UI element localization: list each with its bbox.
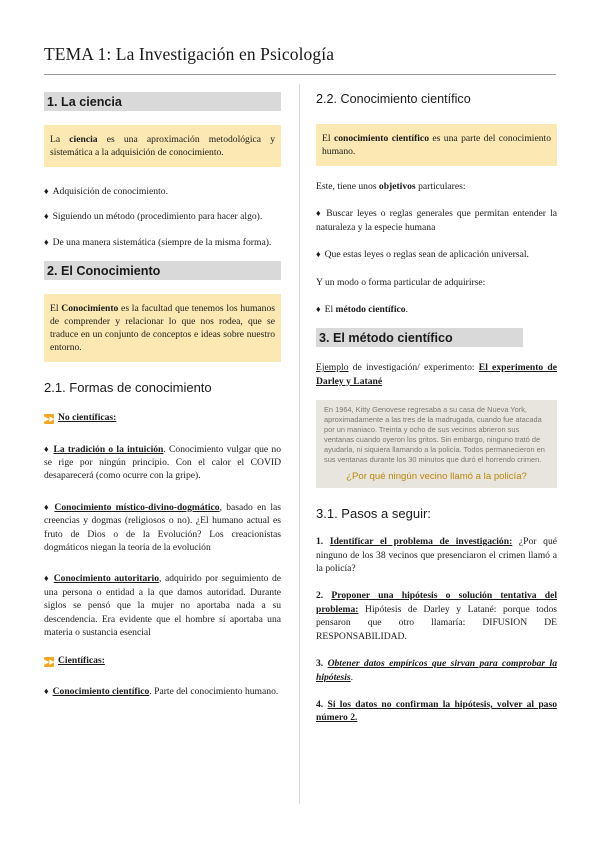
step-text: Hipótesis de Darley y Latané: porque todos pensaron que otro llamaría: DIFUSION DE RESPONSABILIDAD. (316, 603, 557, 642)
step-number: 1. (316, 536, 330, 548)
callout-term: Conocimiento (61, 303, 119, 315)
description: , adquirido por seguimiento de una persona o entidad a la que damos autoridad. Durante siglos se pensó que la mujer no aportaba nada a su descendencia. Era evidente que el hombre sí aportaba una materia o sustancia esencial (44, 573, 282, 639)
step-item (316, 535, 557, 575)
metodo-item (316, 303, 557, 316)
step-title: Si los datos no confirman la hipótesis, volver al paso número 2. (316, 698, 557, 724)
callout-text: es una aproximación metodológica y sistemática a la adquisición de conocimiento. (50, 134, 275, 158)
term: Conocimiento autoritario (53, 573, 160, 585)
term: Conocimiento científico (52, 685, 150, 697)
bullet-item: ♦ Siguiendo un método (procedimiento para hacer algo). (44, 210, 281, 223)
title-divider (44, 74, 556, 75)
step-item (316, 589, 557, 643)
knowledge-type-item (44, 443, 281, 483)
no-cientificas-label (44, 411, 281, 424)
image-question: ¿Por qué ningún vecino llamó a la policía? (346, 471, 527, 483)
ciencia-definition-callout (44, 125, 281, 167)
example-label: Ejemplo (316, 362, 349, 374)
term: método científico (335, 304, 406, 316)
section-heading-ciencia: 1. La ciencia (44, 92, 281, 111)
step-title: Proponer una hipótesis o solución tentativa del problema: (316, 590, 558, 615)
callout-text: es la facultad que tenemos los humanos de comprender y relacionar lo que nos rodea, que se traduce en un conjunto de conceptos e ideas sobre nuestro entorno. (50, 303, 275, 354)
term: La tradición o la intuición (53, 443, 164, 455)
callout-term: conocimiento científico (333, 133, 429, 144)
example-line (316, 361, 557, 388)
subsection-heading-pasos: 3.1. Pasos a seguir: (316, 506, 431, 522)
callout-text: es una parte del conocimiento humano. (322, 133, 551, 157)
callout-text: El (50, 303, 62, 315)
example-image (316, 400, 557, 488)
step-text: ¿Por qué ninguno de los 38 vecinos que presenciaron el crimen llamó a la policía? (316, 536, 558, 575)
text: particulares: (415, 181, 466, 192)
step-number: 2. (316, 590, 332, 602)
left-column (44, 92, 281, 698)
page-title: TEMA 1: La Investigación en Psicología (44, 44, 335, 64)
description: . Conocimiento vulgar que no se rige por ningún principio. Con el calor el COVID desaparecerá (como ocurre con la gripe). (44, 443, 282, 482)
text: de investigación/ experimento: (348, 362, 479, 374)
step-number: 4. (316, 698, 328, 710)
conocimiento-definition-callout (44, 294, 281, 362)
step-item (316, 657, 557, 684)
text: Este, tiene unos (316, 181, 379, 192)
callout-text: El (322, 133, 334, 144)
description: . Parte del conocimiento humano. (149, 685, 279, 697)
step-text: . (350, 671, 354, 683)
term: Conocimiento místico-divino-dogmático (54, 501, 220, 513)
label-text: Científicas: (58, 654, 105, 666)
objective-item: ♦ Buscar leyes o reglas generales que permitan entender la naturaleza y la especie humana (316, 207, 557, 234)
step-item (316, 698, 557, 725)
objective-item: ♦ Que estas leyes o reglas sean de aplicación universal. (316, 248, 557, 261)
callout-text: La (50, 134, 70, 145)
section-heading-metodo: 3. El método científico (316, 328, 523, 347)
bullet-item: ♦ De una manera sistemática (siempre de la misma forma). (44, 236, 281, 249)
text: . (405, 304, 409, 316)
fast-forward-icon: ▶▶ (44, 415, 55, 424)
knowledge-type-item (44, 572, 281, 639)
subsection-heading-formas: 2.1. Formas de conocimiento (44, 380, 212, 396)
knowledge-type-item (44, 685, 281, 698)
cientificas-label (44, 654, 281, 667)
section-heading-conocimiento: 2. El Conocimiento (44, 261, 281, 280)
label-text: No científicas: (58, 412, 117, 424)
bullet-item: ♦ Adquisición de conocimiento. (44, 185, 281, 198)
step-title: Obtener datos empíricos que sirvan para comprobar la hipótesis (316, 658, 557, 683)
description: , basado en las creencias y dogmas (religiosos o no). ¿El humano actual es fruto de Dios o de la Evolución? Los creacionistas dogmáticos niegan la teoría de la evolución (44, 501, 281, 554)
column-divider (299, 84, 300, 804)
term: objetivos (378, 181, 416, 192)
conocimiento-cientifico-callout (316, 124, 557, 166)
experiment-title: El experimento de Darley y Latané (316, 362, 557, 387)
image-caption-text: En 1964, Kitty Genovese regresaba a su casa de Nueva York, aproximadamente a las tres de la madrugada, cuando fue atacada por un maniaco. Treinta y ocho de sus vecinos abrieron sus ventanas cuando oyeron los gritos. Sin embargo, ninguno trató de ayudarla, ni siquiera llamando a la policía. Todos permanecieron en sus ventanas durante los 30 minutos que duró el horrendo crimen. (324, 405, 545, 465)
knowledge-type-item (44, 501, 281, 555)
step-number: 3. (316, 658, 328, 670)
step-title: Identificar el problema de investigación: (329, 536, 513, 548)
text: El (324, 304, 336, 316)
subsection-heading-conocimiento-cientifico: 2.2. Conocimiento científico (316, 92, 471, 106)
objetivos-intro (316, 180, 557, 193)
callout-term: ciencia (69, 134, 98, 145)
modo-text: Y un modo o forma particular de adquirirse: (316, 276, 486, 288)
fast-forward-icon: ▶▶ (44, 657, 55, 666)
right-column (316, 92, 557, 725)
